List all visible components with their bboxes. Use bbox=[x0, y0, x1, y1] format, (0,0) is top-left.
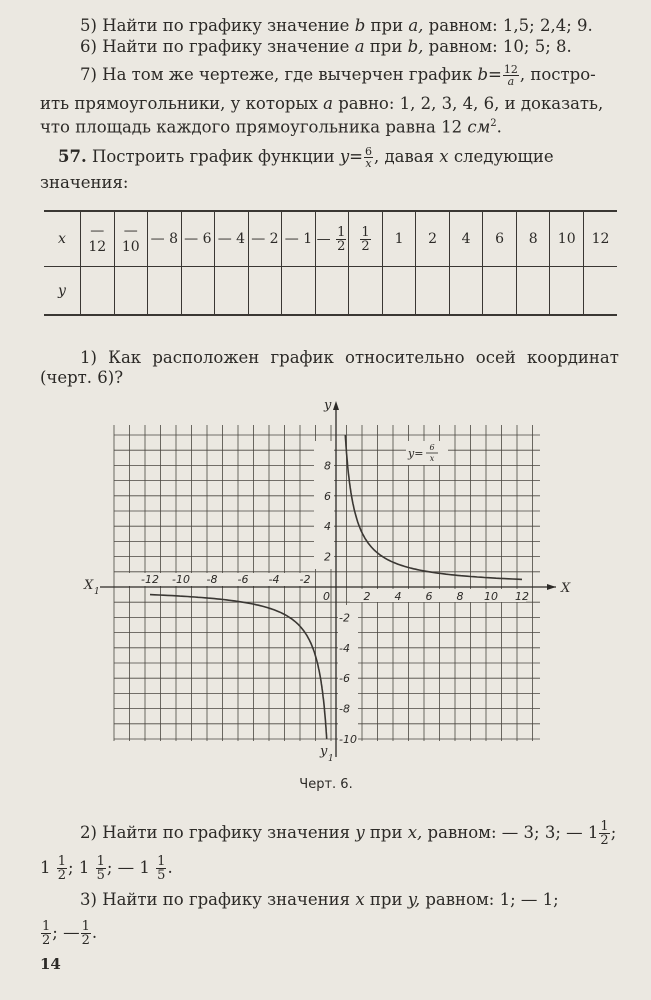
y-cell bbox=[114, 267, 148, 316]
x-axis-arrow bbox=[547, 584, 556, 590]
x-cell: — 8 bbox=[148, 211, 182, 267]
values-table bbox=[44, 210, 617, 316]
y-cell bbox=[550, 267, 584, 316]
question-2-line-2: 1 $\frac{1}{2}$ ; 1 $\frac{1}{5}$ ; — 1 $\frac{1}{5}$ . bbox=[40, 854, 173, 883]
y-tick-label: 2 bbox=[324, 550, 331, 564]
y-tick-label: -8 bbox=[339, 702, 350, 716]
y-tick-label: -6 bbox=[339, 672, 350, 686]
y-axis-label: y bbox=[324, 398, 332, 413]
y-neg-axis-subscript: 1 bbox=[328, 754, 334, 764]
x-tick-label: -4 bbox=[268, 573, 280, 586]
x-tick-label: -2 bbox=[299, 573, 311, 586]
x-row-label: x bbox=[44, 211, 81, 267]
x-tick-label: 10 bbox=[484, 590, 498, 603]
question-3-line-1: 3) Найти по графику значения x при y, равном: 1; — 1; bbox=[80, 890, 559, 909]
x-cell: 12 bbox=[583, 211, 617, 267]
x-tick-label: 4 bbox=[394, 590, 402, 603]
y-cell bbox=[215, 267, 249, 316]
y-tick-label: -2 bbox=[339, 611, 350, 625]
y-cell bbox=[248, 267, 282, 316]
x-cell: — 10 bbox=[114, 211, 148, 267]
figure-caption: Черт. 6. bbox=[299, 777, 353, 792]
x-cell: — 1 bbox=[282, 211, 316, 267]
y-row bbox=[44, 267, 617, 316]
x-tick-label: -6 bbox=[237, 573, 249, 586]
x-cell: 10 bbox=[550, 211, 584, 267]
y-cell bbox=[382, 267, 416, 316]
task-7-line-3: что площадь каждого прямоугольника равна 12 $см^2$. bbox=[40, 117, 502, 137]
x-cell: — 4 bbox=[215, 211, 249, 267]
x-cell-neg-half: — $\frac{1}{2}$ bbox=[315, 211, 349, 267]
task-6: 6) Найти по графику значение a при b, равном: 10; 5; 8. bbox=[80, 37, 572, 56]
x-pos-label-band bbox=[350, 589, 526, 602]
task-7-line-1: 7) На том же чертеже, где вычерчен график b= $\frac{12}{a}$ , постро- bbox=[80, 63, 596, 88]
x-tick-label: 8 bbox=[456, 590, 464, 603]
y-cell bbox=[416, 267, 450, 316]
hyperbola-chart bbox=[0, 395, 651, 795]
x-tick-label: 6 bbox=[425, 590, 433, 603]
y-cell bbox=[81, 267, 115, 316]
x-tick-label: 2 bbox=[363, 590, 371, 603]
y-neg-axis-label: y bbox=[320, 744, 328, 759]
y-axis-arrow bbox=[333, 401, 339, 410]
curve-label-lhs: y= bbox=[408, 447, 424, 460]
y-cell bbox=[583, 267, 617, 316]
x-cell: 8 bbox=[516, 211, 550, 267]
y-cell bbox=[449, 267, 483, 316]
x-neg-axis-subscript: 1 bbox=[94, 587, 100, 597]
problem-57-line-2: значения: bbox=[40, 173, 129, 192]
y-cell bbox=[148, 267, 182, 316]
y-cell bbox=[181, 267, 215, 316]
y-cell bbox=[483, 267, 517, 316]
question-3-line-2: $\frac{1}{2}$ ; — $\frac{1}{2}$ . bbox=[42, 919, 98, 948]
y-row-label: y bbox=[58, 282, 66, 299]
y-cell bbox=[282, 267, 316, 316]
x-tick-label: -10 bbox=[172, 573, 190, 586]
x-cell: — 2 bbox=[248, 211, 282, 267]
question-1-line-1: 1) Как расположен график относительно осей координат bbox=[80, 348, 619, 367]
curve-label-num: 6 bbox=[429, 443, 435, 452]
origin-label: 0 bbox=[323, 590, 330, 603]
x-neg-axis-label: X bbox=[84, 578, 94, 593]
chart-axes bbox=[100, 401, 556, 757]
y-tick-label: 4 bbox=[324, 520, 331, 534]
problem-57-line-1: 57. Построить график функции y= $\frac{6}{x}$ , давая x следующие bbox=[58, 145, 554, 170]
x-cell: — 6 bbox=[181, 211, 215, 267]
x-cell: — 12 bbox=[81, 211, 115, 267]
task-5: 5) Найти по графику значение b при a, равном: 1,5; 2,4; 9. bbox=[80, 16, 593, 35]
question-2-line-1: 2) Найти по графику значения y при x, равном: — 3; 3; — 1 $\frac{1}{2}$ ; bbox=[80, 819, 617, 848]
y-tick-label: -10 bbox=[339, 733, 357, 746]
y-cell bbox=[516, 267, 550, 316]
x-cell: 6 bbox=[483, 211, 517, 267]
x-axis-label: X bbox=[561, 581, 571, 596]
x-cell: 1 bbox=[382, 211, 416, 267]
y-cell bbox=[315, 267, 349, 316]
x-tick-label: -12 bbox=[141, 573, 159, 586]
y-cell bbox=[349, 267, 383, 316]
y-tick-label: -4 bbox=[339, 641, 350, 655]
x-tick-label: 12 bbox=[515, 590, 529, 603]
x-tick-label: -8 bbox=[206, 573, 218, 586]
task-7-line-2: ить прямоугольники, у которых a равно: 1, 2, 3, 4, 6, и доказать, bbox=[40, 94, 604, 113]
question-1-line-2: (черт. 6)? bbox=[40, 368, 124, 387]
curve-label-den: x bbox=[429, 454, 435, 463]
x-cell-half: $\frac{1}{2}$ bbox=[349, 211, 383, 267]
x-cell: 2 bbox=[416, 211, 450, 267]
x-row bbox=[44, 211, 617, 267]
x-cell: 4 bbox=[449, 211, 483, 267]
y-tick-label: 6 bbox=[324, 489, 331, 503]
page-number: 14 bbox=[40, 955, 61, 973]
y-tick-label: 8 bbox=[324, 459, 331, 473]
